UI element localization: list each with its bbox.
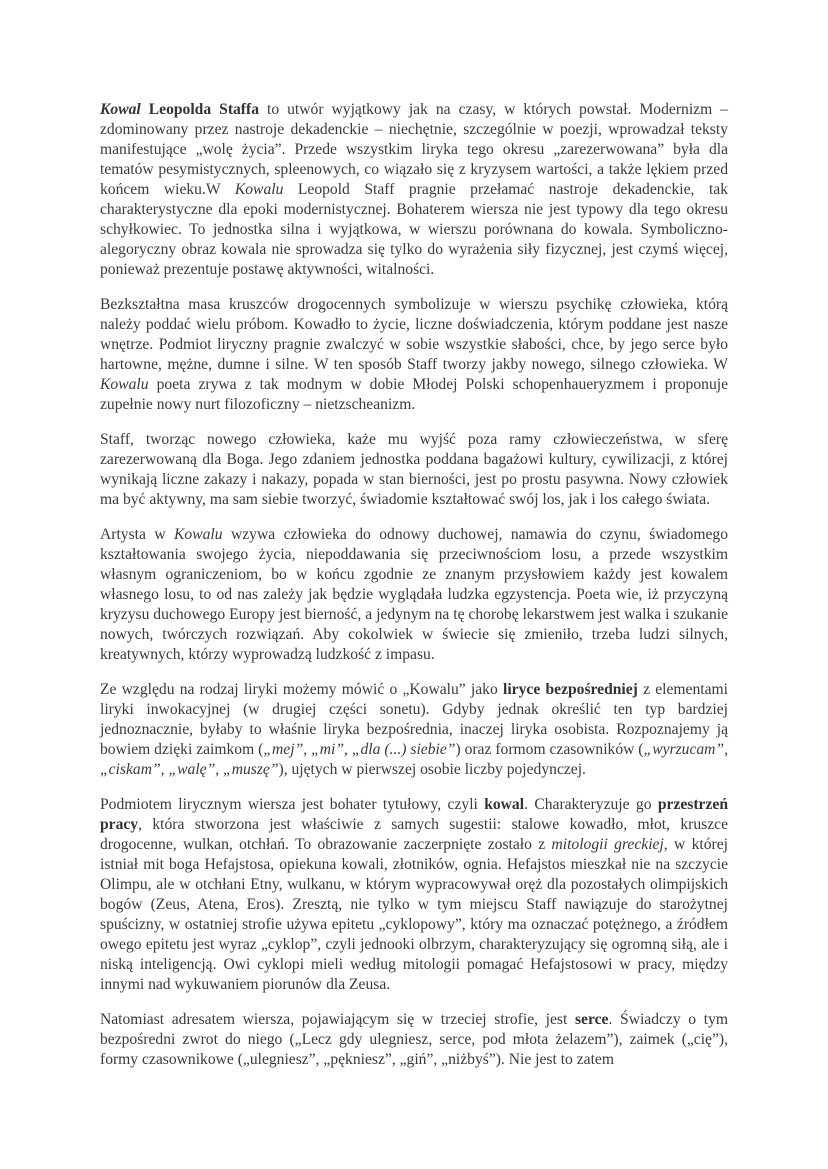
- text-run: [141, 101, 149, 118]
- text-run: Artysta w: [100, 526, 175, 543]
- emphasis-text: serce: [574, 1011, 609, 1028]
- text-run: ), ujętych w pierwszej osobie liczby pojedynczej.: [278, 761, 586, 778]
- document-body: [100, 100, 728, 1070]
- paragraph: [100, 525, 728, 665]
- text-run: Leopold Staff pragnie przełamać nastroje dekadenckie, tak charakterystyczne dla epoki modernistycznej. Bohaterem wiersza nie jest typowy dla tego okresu schyłkowiec. To jednostka silna i wyjątkowa, w wierszu porównana do kowala. Symboliczno-alegoryczny obraz kowala nie sprowadza się tylko do wyrażenia siły fizycznej, jest czymś więcej, ponieważ prezentuje postawę aktywności, witalności.: [100, 181, 729, 278]
- paragraph: [100, 1010, 728, 1070]
- paragraph: [100, 795, 728, 995]
- emphasis-text: „mej”, „mi”, „dla (...) siebie”: [263, 741, 456, 758]
- text-run: , w której istniał mit boga Hefajstosa, opiekuna kowali, złotników, ognia. Hefajstos mieszkał nie na szczycie Olimpu, ale w otchłani Etny, wulkanu, w którym wypracowywał oręż dla pozostałych olimpijskich bogów (Zeus, Atena, Eros). Zresztą, nie tylko w tym miejscu Staff nawiązuje do starożytnej spuścizny, w ostatniej strofie używa epitetu „cyklopowy”, który ma oznaczać potężnego, a źródłem owego epitetu jest wyraz „cyklop”, czyli jednooki olbrzym, charakteryzujący się ogromną siłą, ale i niską inteligencją. Owi cyklopi mieli według mitologii pomagać Hefajstosowi w pracy, między innymi nad wykuwaniem piorunów dla Zeusa.: [100, 836, 728, 993]
- paragraph: [100, 430, 728, 510]
- text-run: to utwór wyjątkowy jak na czasy, w których powstał. Modernizm – zdominowany przez nastroje dekadenckie – niechętnie, szczególnie w poezji, wprowadzał teksty manifestujące „wolę życia”. Przede wszystkim liryka tego okresu „zarezerwowana” była dla tematów pesymistycznych, spleenowych, co wiązało się z kryzysem wartości, a także lękiem przed końcem wieku.W: [100, 101, 729, 198]
- emphasis-text: liryce bezpośredniej: [503, 681, 638, 698]
- emphasis-text: przestrzeń pracy: [100, 796, 728, 833]
- text-run: . Świadczy o tym bezpośredni zwrot do niego („Lecz gdy ulegniesz, serce, pod młota żelazem”), zaimek („cię”), formy czasownikowe („ulegniesz”, „pękniesz”, „giń”, „niżbyś”). Nie jest to zatem: [100, 1011, 728, 1068]
- emphasis-text: Kowalu: [174, 526, 223, 543]
- emphasis-text: Kowalu: [234, 181, 284, 198]
- text-run: z elementami liryki inwokacyjnej (w drugiej części sonetu). Gdyby jednak określić ten typ bardziej jednoznacznie, byłaby to właśnie liryka bezpośrednia, inaczej liryka osobista. Rozpoznajemy ją bowiem dzięki zaimkom (: [100, 681, 728, 758]
- text-run: Natomiast adresatem wiersza, pojawiającym się w trzeciej strofie, jest: [100, 1011, 575, 1028]
- text-run: , która stworzona jest właściwie z samych sugestii: stalowe kowadło, młot, kruszce drogocenne, wulkan, otchłań. To obrazowanie zaczerpnięte zostało z: [100, 816, 728, 853]
- emphasis-text: Leopolda Staffa: [148, 101, 259, 118]
- paragraph: [100, 680, 728, 780]
- emphasis-text: „wyrzucam”, „ciskam”, „walę”, „muszę”: [100, 741, 728, 778]
- text-run: Podmiotem lirycznym wiersza jest bohater tytułowy, czyli: [100, 796, 485, 813]
- paragraph: [100, 295, 728, 415]
- text-run: ) oraz formom czasowników (: [455, 741, 644, 758]
- text-run: Staff, tworząc nowego człowieka, każe mu wyjść poza ramy człowieczeństwa, w sferę zarezerwowaną dla Boga. Jego zdaniem jednostka poddana bagażowi kultury, cywilizacji, z której wynikają liczne zakazy i nakazy, popada w stan bierności, jest po prostu pasywna. Nowy człowiek ma być aktywny, ma sam siebie tworzyć, świadomie kształtować swój los, jak i los całego świata.: [100, 431, 728, 508]
- text-run: . Charakteryzuje go: [524, 796, 658, 813]
- text-run: Bezkształtna masa kruszców drogocennych symbolizuje w wierszu psychikę człowieka, którą należy poddać wielu próbom. Kowadło to życie, liczne doświadczenia, którym poddane jest nasze wnętrze. Podmiot liryczny pragnie zwalczyć w sobie wszystkie słabości, chce, by jego serce było hartowne, mężne, dumne i silne. W ten sposób Staff tworzy jakby nowego, silnego człowieka. W: [100, 296, 728, 373]
- text-run: Ze względu na rodzaj liryki możemy mówić o „Kowalu” jako: [100, 681, 504, 698]
- text-run: poeta zrywa z tak modnym w dobie Młodej Polski schopenhaueryzmem i proponuje zupełnie nowy nurt filozoficzny – nietzscheanizm.: [100, 376, 728, 413]
- text-run: wzywa człowieka do odnowy duchowej, namawia do czynu, świadomego kształtowania swojego życia, niepoddawania się przeciwnościom losu, a przede wszystkim własnym ograniczeniom, bo w końcu zgodnie ze znanym przysłowiem każdy jest kowalem własnego losu, to od nas zależy jak będzie wyglądała ludzka egzystencja. Poeta wie, iż przyczyną kryzysu duchowego Europy jest bierność, a jedynym na tę chorobę lekarstwem jest walka i szukanie nowych, twórczych rozwiązań. Aby cokolwiek w świecie się zmieniło, trzeba ludzi silnych, kreatywnych, którzy wyprowadzą ludzkość z impasu.: [100, 526, 728, 663]
- emphasis-text: Kowal: [100, 101, 141, 118]
- emphasis-text: Kowalu: [100, 376, 149, 393]
- paragraph: [100, 100, 728, 280]
- emphasis-text: kowal: [484, 796, 525, 813]
- emphasis-text: mitologii greckiej: [551, 836, 664, 853]
